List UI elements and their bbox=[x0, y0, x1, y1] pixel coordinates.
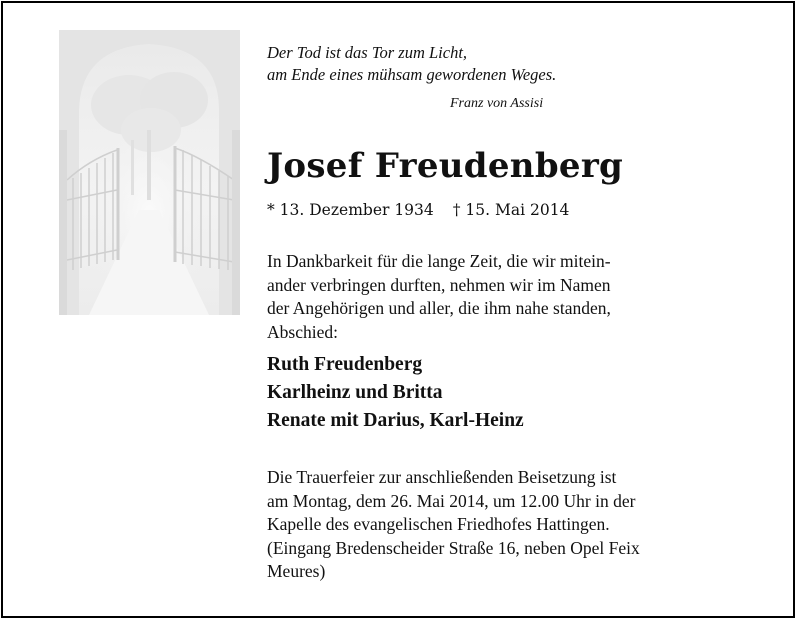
text-line: der Angehörigen und aller, die ihm nahe standen, bbox=[267, 298, 611, 318]
death-date: † 15. Mai 2014 bbox=[452, 201, 570, 219]
mourner-name: Renate mit Darius, Karl-Heinz bbox=[267, 410, 524, 431]
text-line: Abschied: bbox=[267, 321, 338, 342]
quote-line: am Ende eines mühsam gewordenen Weges. bbox=[267, 65, 557, 84]
text-line: Die Trauerfeier zur anschließenden Beisetzung ist bbox=[267, 467, 617, 487]
mourners-list bbox=[267, 351, 524, 435]
life-dates bbox=[267, 201, 569, 219]
birth-date: * 13. Dezember 1934 bbox=[267, 201, 434, 219]
text-line: ander verbringen durften, nehmen wir im Namen bbox=[267, 274, 611, 295]
deceased-name: Josef Freudenberg bbox=[267, 146, 624, 186]
text-line: Kapelle des evangelischen Friedhofes Hattingen. bbox=[267, 514, 610, 534]
quote-line: Der Tod ist das Tor zum Licht, bbox=[267, 43, 468, 62]
text-line: Meures) bbox=[267, 561, 326, 581]
quote-author: Franz von Assisi bbox=[450, 96, 544, 111]
mourner-name: Karlheinz und Britta bbox=[267, 382, 443, 403]
funeral-service-info bbox=[267, 466, 767, 584]
thanks-text bbox=[267, 250, 727, 344]
quote bbox=[267, 42, 647, 86]
text-line: am Montag, dem 26. Mai 2014, um 12.00 Uhr in der bbox=[267, 490, 636, 511]
text-line: (Eingang Bredenscheider Straße 16, neben Opel Feix bbox=[267, 537, 640, 558]
mourner-name: Ruth Freudenberg bbox=[267, 354, 423, 375]
text-line: In Dankbarkeit für die lange Zeit, die wir mitein- bbox=[267, 251, 611, 271]
cemetery-gate-image bbox=[59, 30, 240, 315]
